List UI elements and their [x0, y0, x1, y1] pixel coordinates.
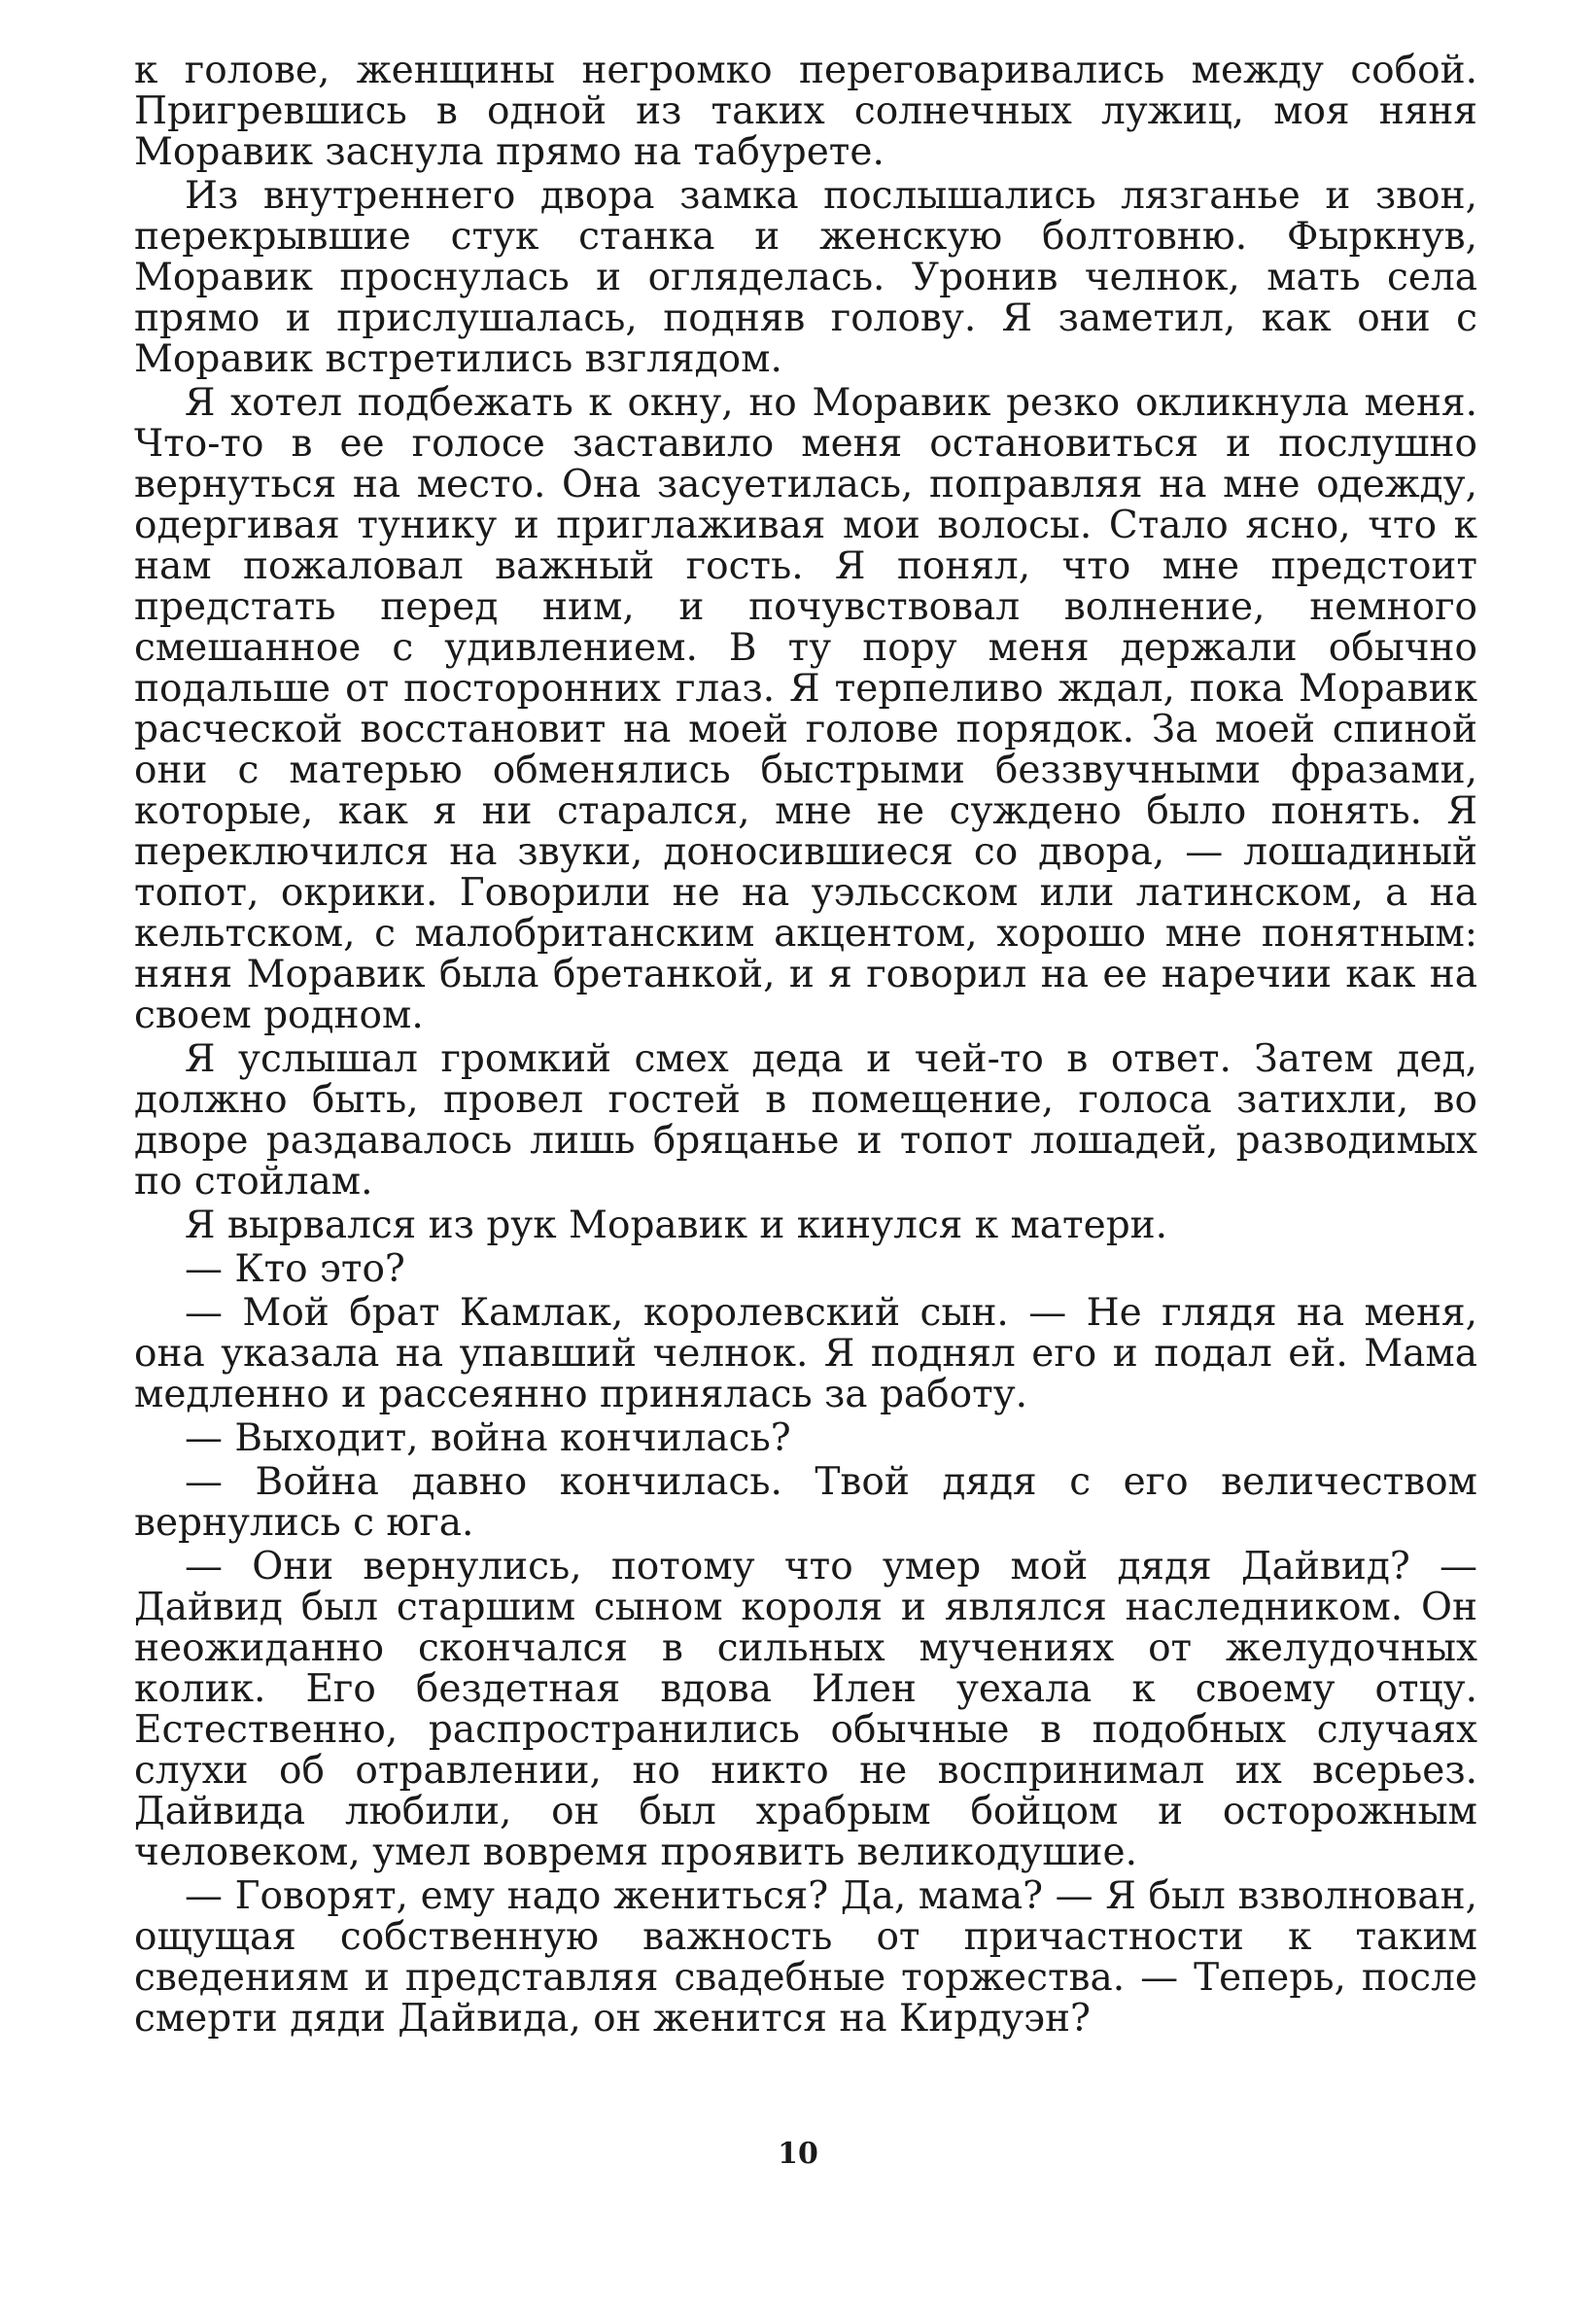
- page-text: [134, 51, 1477, 2042]
- paragraph-continued: к голове, женщины негромко переговаривались между собой. Пригревшись в одной из таких солнечных лужиц, моя няня Моравик заснула прямо на табурете.: [134, 49, 1477, 174]
- page-number: 10: [778, 2137, 818, 2171]
- dialogue-line: — Выходит, война кончилась?: [185, 1416, 791, 1460]
- paragraph: Я хотел подбежать к окну, но Моравик резко окликнула меня. Что-то в ее голосе заставило меня остановиться и послушно вернуться на место. Она засуетилась, поправляя на мне одежду, одергивая тунику и приглаживая мои волосы. Стало ясно, что к нам пожаловал важный гость. Я понял, что мне предстоит предстать перед ним, и почувствовал волнение, немного смешанное с удивлением. В ту пору меня держали обычно подальше от посторонних глаз. Я терпеливо ждал, пока Моравик расческой восстановит на моей голове порядок. За моей спиной они с матерью обменялись быстрыми беззвучными фразами, которые, как я ни старался, мне не суждено было понять. Я переключился на звуки, доносившиеся со двора, — лошадиный топот, окрики. Говорили не на уэльсском или латинском, а на кельтском, с малобританским акцентом, хорошо мне понятным: няня Моравик была бретанкой, и я говорил на ее наречии как на своем родном.: [134, 381, 1477, 1037]
- dialogue-line: — Кто это?: [185, 1247, 405, 1291]
- paragraph: Из внутреннего двора замка послышались лязганье и звон, перекрывшие стук станка и женскую болтовню. Фыркнув, Моравик проснулась и огляделась. Уронив челнок, мать села прямо и прислушалась, подняв голову. Я заметил, как они с Моравик встретились взглядом.: [134, 174, 1477, 381]
- dialogue-line: — Они вернулись, потому что умер мой дядя Дайвид? — Дайвид был старшим сыном короля и являлся наследником. Он неожиданно скончался в сильных мучениях от желудочных колик. Его бездетная вдова Илен уехала к своему отцу. Естественно, распространились обычные в подобных случаях слухи об отравлении, но никто не воспринимал их всерьез. Дайвида любили, он был храбрым бойцом и осторожным человеком, умел вовремя проявить великодушие.: [134, 1545, 1477, 1874]
- paragraph: Я услышал громкий смех деда и чей-то в ответ. Затем дед, должно быть, провел гостей в помещение, голоса затихли, во дворе раздавалось лишь бряцанье и топот лошадей, разводимых по стойлам.: [134, 1037, 1477, 1204]
- dialogue-line: — Война давно кончилась. Твой дядя с его величеством вернулись с юга.: [134, 1460, 1477, 1545]
- paragraph: Я вырвался из рук Моравик и кинулся к матери.: [185, 1204, 1168, 1247]
- dialogue-line: — Говорят, ему надо жениться? Да, мама? — Я был взволнован, ощущая собственную важность от причастности к таким сведениям и представляя свадебные торжества. — Теперь, после смерти дяди Дайвида, он женится на Кирдуэн?: [134, 1874, 1477, 2041]
- dialogue-line: — Мой брат Камлак, королевский сын. — Не глядя на меня, она указала на упавший челнок. Я поднял его и подал ей. Мама медленно и рассеянно принялась за работу.: [134, 1291, 1477, 1416]
